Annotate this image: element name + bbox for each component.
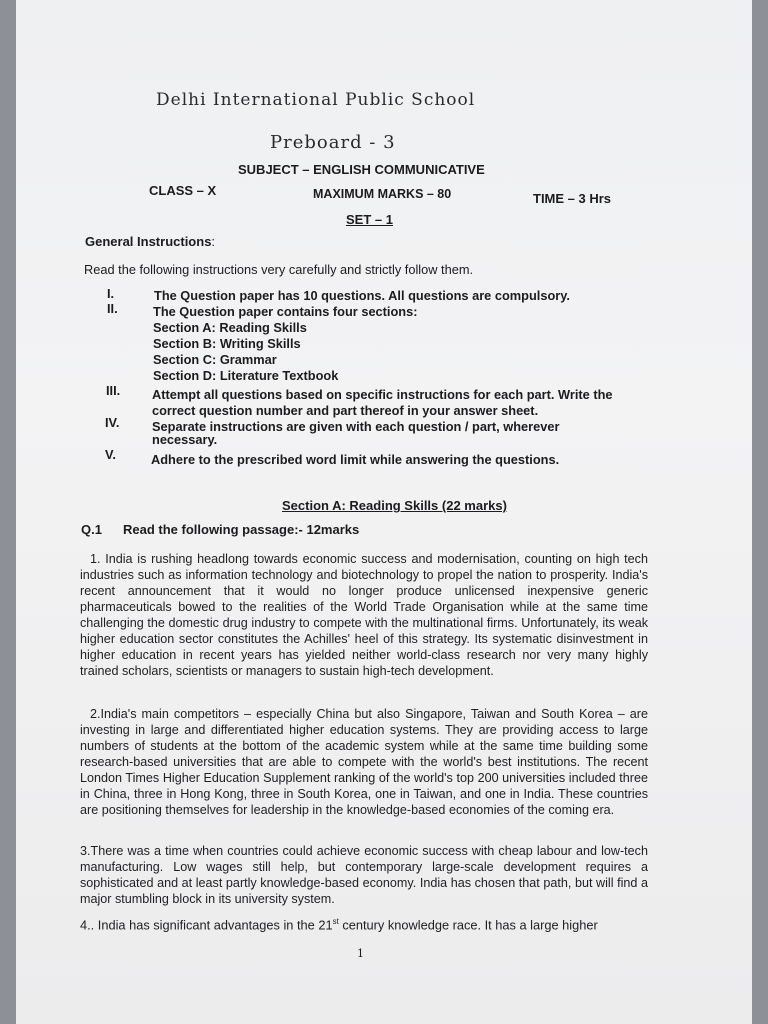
instructions-heading: General Instructions: bbox=[85, 234, 216, 249]
time-label: TIME – 3 Hrs bbox=[533, 191, 612, 206]
subject-line: SUBJECT – ENGLISH COMMUNICATIVE bbox=[238, 162, 485, 177]
instruction-number: III. bbox=[106, 383, 121, 398]
instruction-text: Section A: Reading Skills bbox=[153, 320, 307, 335]
instruction-text: Adhere to the prescribed word limit while answering the questions. bbox=[151, 452, 560, 467]
instruction-text: The Question paper contains four sections: bbox=[153, 304, 418, 319]
instruction-text: necessary. bbox=[152, 432, 218, 447]
instructions-intro: Read the following instructions very carefully and strictly follow them. bbox=[84, 262, 474, 277]
instruction-text: Attempt all questions based on specific instructions for each part. Write the bbox=[152, 387, 613, 402]
passage-paragraph-4: 4.. India has significant advantages in the 21st century knowledge race. It has a large higher bbox=[80, 917, 598, 933]
set-label: SET – 1 bbox=[346, 212, 393, 227]
exam-title: Preboard - 3 bbox=[270, 132, 396, 153]
page-number: 1 bbox=[357, 947, 364, 960]
instruction-number: II. bbox=[107, 301, 118, 316]
question-text: Read the following passage:- 12marks bbox=[123, 522, 360, 537]
instruction-text: Section C: Grammar bbox=[153, 352, 277, 367]
instruction-text: Separate instructions are given with each question / part, wherever bbox=[152, 419, 560, 434]
instruction-number: V. bbox=[105, 447, 116, 462]
instruction-text: correct question number and part thereof in your answer sheet. bbox=[152, 403, 539, 418]
section-a-title: Section A: Reading Skills (22 marks) bbox=[282, 498, 507, 513]
instruction-number: IV. bbox=[105, 415, 120, 430]
question-number: Q.1 bbox=[81, 522, 102, 537]
passage-paragraph-2: 2.India's main competitors – especially China but also Singapore, Taiwan and South Korea – are investing in large and differentiated higher education systems. They are providing access to large numbers of students at the bottom of the academic system while at the same time building some research-based universities that are able to compete with the world's best institutions. The recent London Times Higher Education Supplement ranking of the world's top 200 universities included three in China, three in Hong Kong, three in South Korea, one in Taiwan, and one in India. These countries are positioning themselves for leadership in the knowledge-based economies of the coming era. bbox=[80, 707, 648, 817]
instruction-text: The Question paper has 10 questions. All questions are compulsory. bbox=[154, 288, 570, 303]
max-marks-label: MAXIMUM MARKS – 80 bbox=[313, 187, 452, 201]
passage-paragraph-1: 1. India is rushing headlong towards economic success and modernisation, counting on high tech industries such as information technology and biotechnology to propel the nation to prosperity. India's recent announcement that it would no longer produce unlicensed inexpensive generic pharmaceuticals bowed to the realities of the World Trade Organisation while at the same time challenging the domestic drug industry to compete with the multinational firms. Unfortunately, its weak higher education sector constitutes the Achilles' heel of this strategy. Its systematic disinvestment in higher education in recent years has yielded neither world-class research nor very many highly trained scholars, scientists or managers to sustain high-tech development. bbox=[80, 552, 648, 678]
class-label: CLASS – X bbox=[149, 183, 217, 198]
instruction-text: Section B: Writing Skills bbox=[153, 336, 301, 351]
passage-paragraph-3: 3.There was a time when countries could achieve economic success with cheap labour and low-tech manufacturing. Low wages still help, but contemporary large-scale development requires a sophisticated and at least partly knowledge-based economy. India has chosen that path, but will find a major stumbling block in its university system. bbox=[80, 844, 648, 906]
instruction-number: I. bbox=[107, 286, 115, 301]
instruction-text: Section D: Literature Textbook bbox=[153, 368, 339, 383]
school-name: Delhi International Public School bbox=[156, 90, 476, 110]
